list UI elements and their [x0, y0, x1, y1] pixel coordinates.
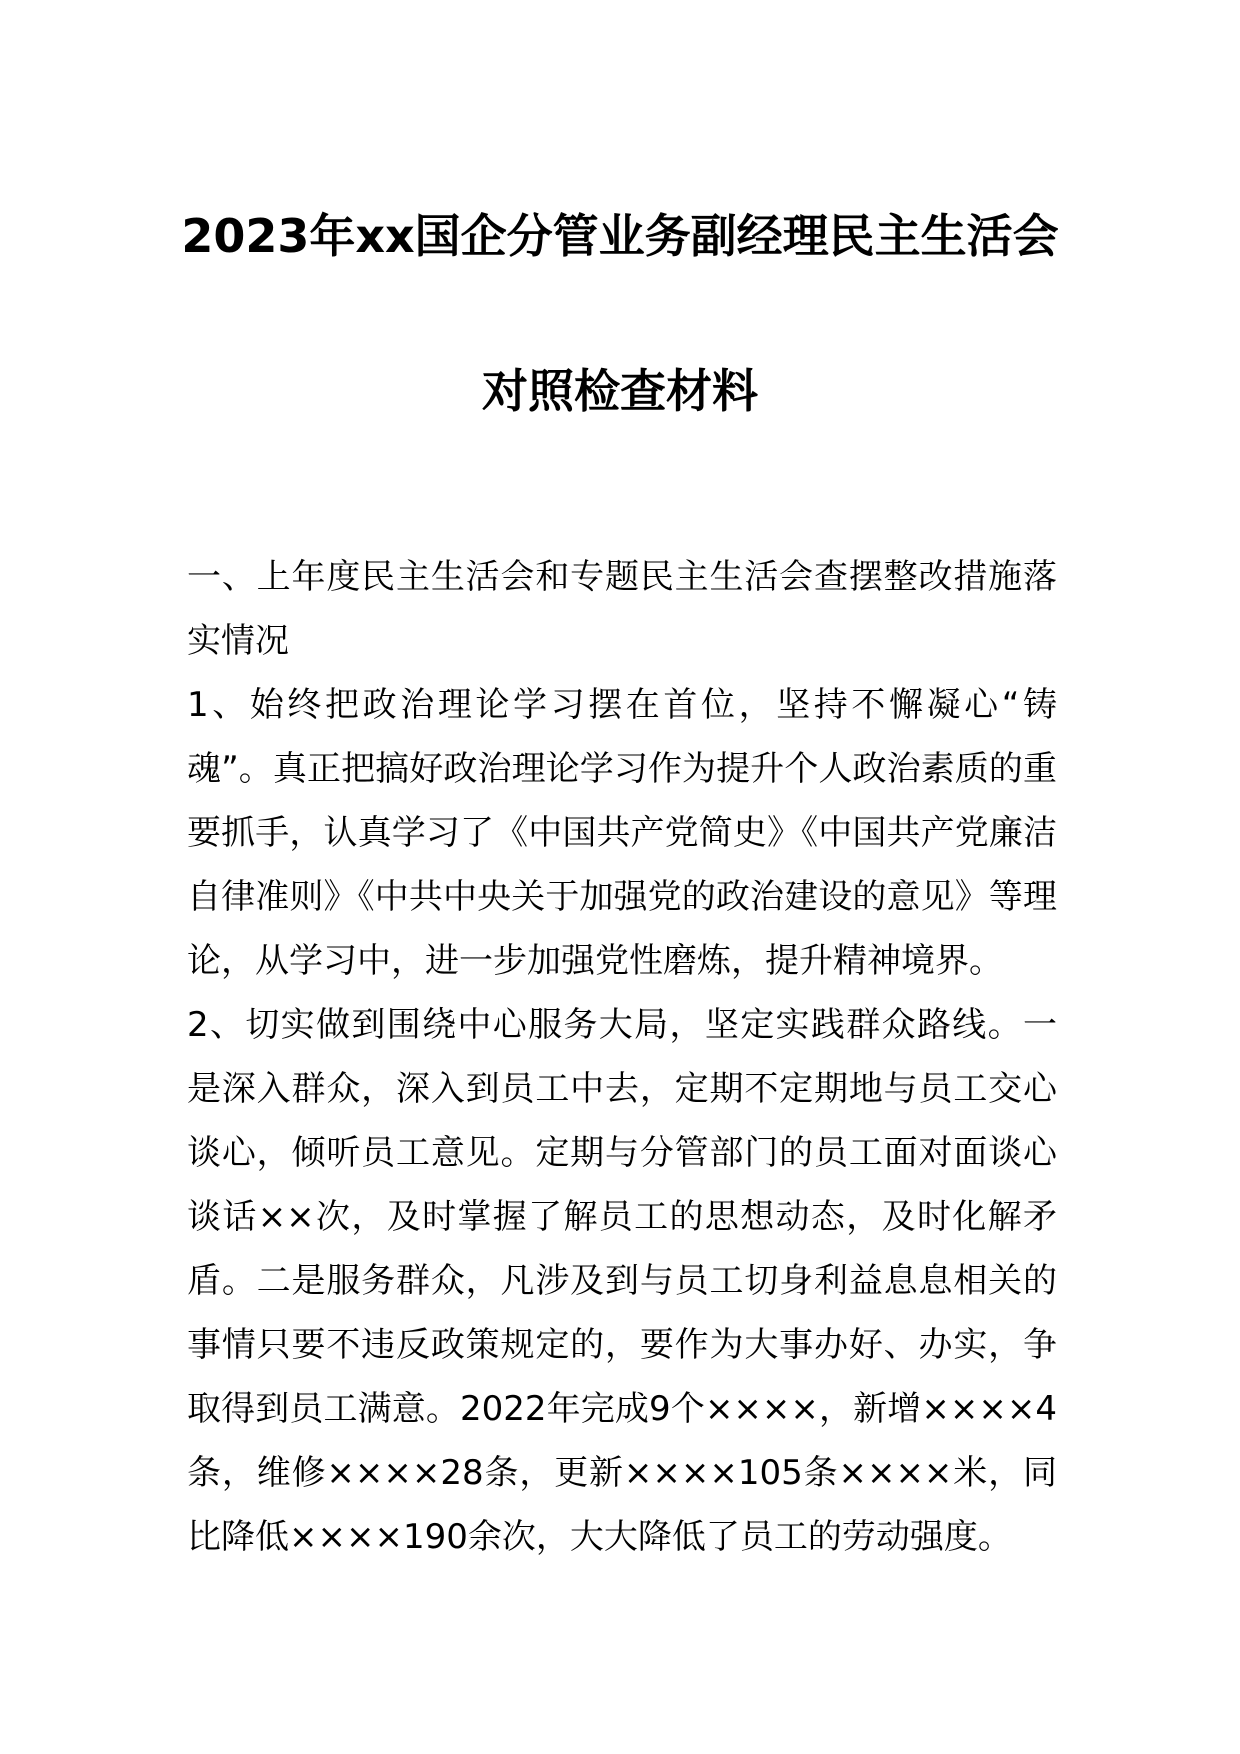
section-heading: 一、上年度民主生活会和专题民主生活会查摆整改措施落实情况: [187, 557, 1057, 661]
document-title-line-2: 对照检查材料: [482, 364, 758, 418]
paragraph-item-2: 2、切实做到围绕中心服务大局，坚定实践群众路线。一是深入群众，深入到员工中去，定期不定期地与员工交心谈心，倾听员工意见。定期与分管部门的员工面对面谈心谈话××次，及时掌握了解员工的思想动态，及时化解矛盾。二是服务群众，凡涉及到与员工切身利益息息相关的事情只要不违反政策规定的，要作为大事办好、办实，争取得到员工满意。2022年完成9个××××，新增××××4条，维修××××28条，更新××××105条××××米，同比降低××××190余次，大大降低了员工的劳动强度。: [187, 1005, 1057, 1557]
paragraph-item-1: 1、始终把政治理论学习摆在首位，坚持不懈凝心“铸魂”。真正把搞好政治理论学习作为提升个人政治素质的重要抓手，认真学习了《中国共产党简史》《中国共产党廉洁自律准则》《中共中央关于加强党的政治建设的意见》等理论，从学习中，进一步加强党性磨炼，提升精神境界。: [187, 685, 1057, 981]
document-title-line-1: 2023年xx国企分管业务副经理民主生活会: [181, 209, 1059, 263]
document-body: [187, 545, 1057, 1569]
